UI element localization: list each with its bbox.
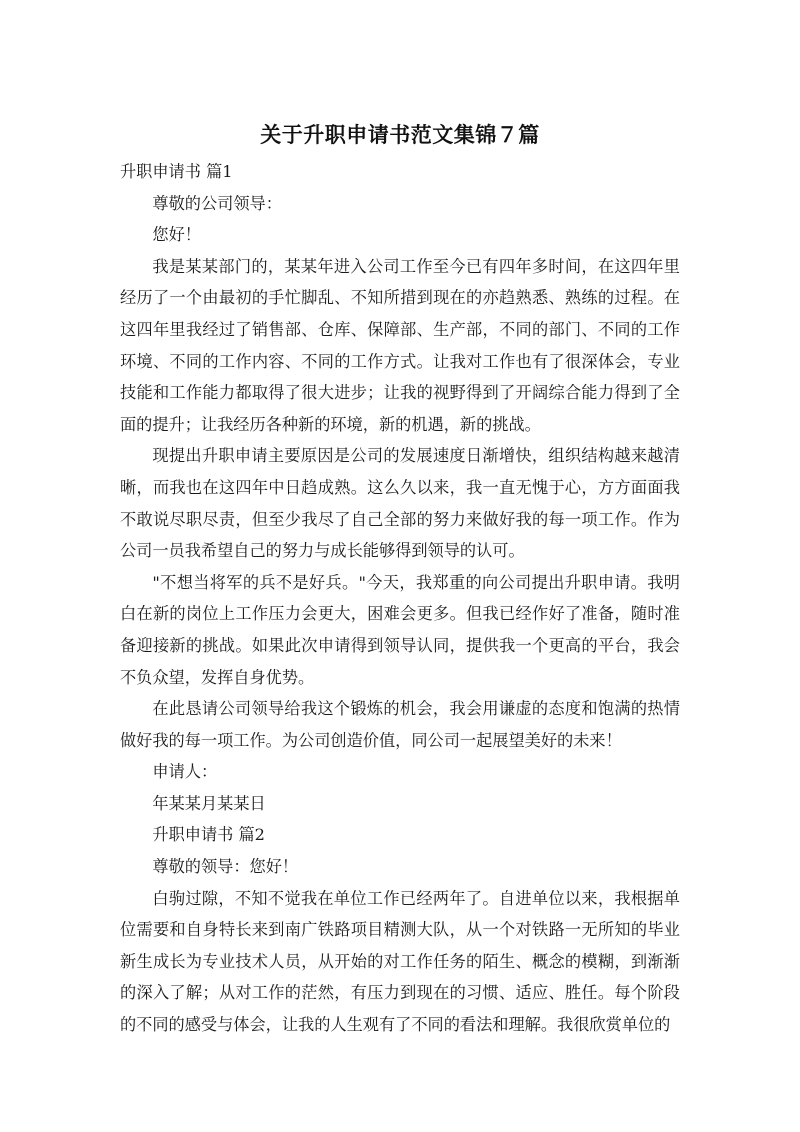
applicant-label: 申请人： [152, 762, 218, 782]
paragraph: 现提出升职申请主要原因是公司的发展速度日渐增快，组织结构越来越清晰，而我也在这四年中日趋成熟。这么久以来，我一直无愧于心，方方面面我不敢说尽职尽责，但至少我尽了自己全部的努力来做好我的每一项工作。作为公司一员我希望自己的努力与成长能够得到领导的认可。 [120, 446, 680, 561]
document-body [120, 156, 680, 1041]
paragraph: 白驹过隙，不知不觉我在单位工作已经两年了。自进单位以来，我根据单位需要和自身特长来到南广铁路项目精测大队，从一个对铁路一无所知的毕业新生成长为专业技术人员，从开始的对工作任务的陌生、概念的模糊，到渐渐的深入了解；从对工作的茫然，有压力到现在的习惯、适应、胜任。每个阶段的不同的感受与体会，让我的人生观有了不同的看法和理解。我很欣赏单位的 [120, 888, 680, 1035]
paragraph: 在此恳请公司领导给我这个锻炼的机会，我会用谦虚的态度和饱满的热情做好我的每一项工作。为公司创造价值，同公司一起展望美好的未来！ [120, 699, 680, 750]
section-heading-1: 升职申请书 篇1 [120, 162, 233, 181]
section-heading-2: 升职申请书 篇2 [152, 825, 265, 845]
paragraph: "不想当将军的兵不是好兵。"今天，我郑重的向公司提出升职申请。我明白在新的岗位上工作压力会更大，困难会更多。但我已经作好了准备，随时准备迎接新的挑战。如果此次申请得到领导认同，提供我一个更高的平台，我会不负众望，发挥自身优势。 [120, 572, 680, 687]
salutation: 尊敬的公司领导： [152, 193, 282, 213]
document-title: 关于升职申请书范文集锦７篇 [260, 123, 540, 147]
salutation: 尊敬的领导：您好！ [152, 857, 299, 877]
paragraph: 我是某某部门的，某某年进入公司工作至今已有四年多时间，在这四年里经历了一个由最初的手忙脚乱、不知所措到现在的亦趋熟悉、熟练的过程。在这四年里我经过了销售部、仓库、保障部、生产部，不同的部门、不同的工作环境、不同的工作内容、不同的工作方式。让我对工作也有了很深体会，专业技能和工作能力都取得了很大进步；让我的视野得到了开阔综合能力得到了全面的提升；让我经历各种新的环境，新的机遇，新的挑战。 [120, 256, 680, 434]
date-line: 年某某月某某日 [152, 793, 266, 813]
greeting: 您好！ [152, 225, 201, 245]
